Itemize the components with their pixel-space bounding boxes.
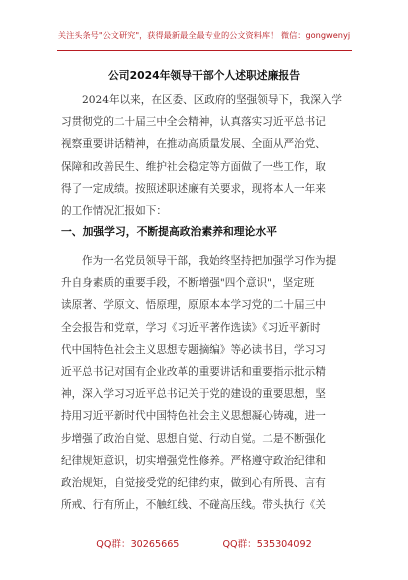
intro-paragraph xyxy=(61,89,347,222)
intro-line: 保障和改善民生、维护社会稳定等方面做了一些工作，取 xyxy=(61,160,326,173)
section1-line: 近平总书记对国有企业改革的重要讲话和重要指示批示精 xyxy=(61,365,326,378)
footer-qq-group-1: QQ群：30265665 xyxy=(96,539,180,550)
header-divider xyxy=(57,50,352,51)
intro-line: 的工作情况汇报如下： xyxy=(61,204,167,217)
section1-paragraph xyxy=(61,250,347,516)
section1-line: 作为一名党员领导干部，我始终坚持把加强学习作为提 xyxy=(82,255,337,267)
header-banner: 关注头条号"公文研究"，获得最新最全最专业的公文资料库！ 微信：gongwenyj xyxy=(57,30,351,40)
footer-qq-group-2: QQ群：535304092 xyxy=(222,539,312,550)
section1-line: 升自身素质的重要手段，不断增强"四个意识"，坚定班 xyxy=(61,277,315,290)
section1-line: 代中国特色社会主义思想专题摘编》等必读书目，学习习 xyxy=(61,343,326,356)
section1-line: 纪律规矩意识，切实增强党性修养。严格遵守政治纪律和 xyxy=(61,454,326,467)
section-heading: 一、加强学习，不断提高政治素养和理论水平 xyxy=(61,225,277,238)
footer-contact xyxy=(0,536,408,550)
section1-line: 步增强了政治自觉、思想自觉、行动自觉。二是不断强化 xyxy=(61,432,326,445)
section1-line: 持用习近平新时代中国特色社会主义思想凝心铸魂，进一 xyxy=(61,410,326,423)
section1-line: 读原著、学原文、悟原理，原原本本学习党的二十届三中 xyxy=(61,299,326,312)
section1-line: 政治规矩，自觉接受党的纪律约束，做到心有所畏、言有 xyxy=(61,476,326,489)
section1-line: 所戒、行有所止，不触红线、不碰高压线。带头执行《关 xyxy=(61,499,326,512)
intro-line: 2024年以来，在区委、区政府的坚强领导下，我深入学 xyxy=(82,94,343,106)
intro-line: 得了一定成绩。按照述职述廉有关要求，现将本人一年来 xyxy=(61,182,326,195)
intro-line: 视察重要讲话精神，在推动高质量发展、全面从严治党、 xyxy=(61,138,326,151)
document-title: 公司2024年领导干部个人述职述廉报告 xyxy=(107,69,300,82)
intro-line: 习贯彻党的二十届三中全会精神，认真落实习近平总书记 xyxy=(61,116,326,129)
section1-line: 神，深入学习习近平总书记关于党的建设的重要思想，坚 xyxy=(61,388,326,401)
section1-line: 全会报告和党章，学习《习近平著作选读》《习近平新时 xyxy=(61,321,321,334)
